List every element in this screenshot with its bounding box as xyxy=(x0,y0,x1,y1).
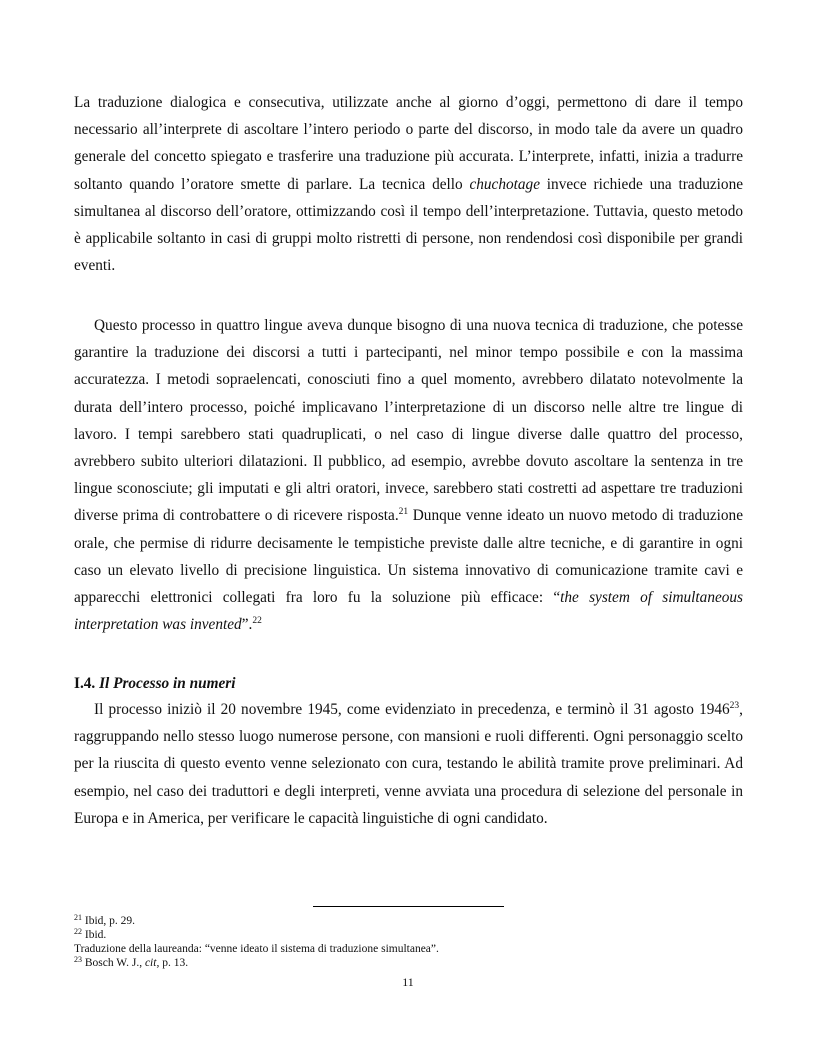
footnote-21 xyxy=(74,914,743,928)
footnote-ref-21[interactable]: 21 xyxy=(398,507,409,518)
paragraph-1-text: La traduzione dialogica e consecutiva, utilizzate anche al giorno d’oggi, permettono di dare il tempo necessario all’interprete di ascoltare l’intero periodo o parte del discorso, in modo tale da avere un quadro generale del concetto spiegato e trasferire una traduzione più accurata. L’interprete, infatti, inizia a tradurre soltanto quando l’oratore smette di parlare. La tecnica dello xyxy=(74,94,743,193)
footnote-22-text: Ibid. xyxy=(84,929,107,941)
paragraph-2 xyxy=(74,312,743,638)
paragraph-3-text-cont: , raggruppando nello stesso luogo numerose persone, con mansioni e ruoli differenti. Ogni personaggio scelto per la riuscita di questo evento venne selezionato con cura, testando le abilità tramite prove preliminari. Ad esempio, nel caso dei traduttori e degli interpreti, venne avviata una procedura di selezione del personale in Europa e in America, per verificare le capacità linguistiche di ogni candidato. xyxy=(74,701,743,827)
paragraph-2-text: Questo processo in quattro lingue aveva dunque bisogno di una nuova tecnica di traduzione, che potesse garantire la traduzione dei discorsi a tutti i partecipanti, nel minor tempo possibile e con la massima accuratezza. I metodi sopraelencati, conosciuti fino a quel momento, avrebbero dilatato notevolmente la durata dell’intero processo, poiché implicavano l’interpretazione di un discorso nelle altre tre lingue di lavoro. I tempi sarebbero stati quadruplicati, o nel caso di lingue diverse dalle quattro del processo, avrebbero subito ulteriori dilatazioni. Il pubblico, ad esempio, avrebbe dovuto ascoltare la sentenza in tre lingue sconosciute; gli imputati e gli altri oratori, invece, sarebbero stati costretti ad aspettare tre traduzioni diverse prima di controbattere o di ricevere risposta. xyxy=(74,317,743,525)
footnote-21-number: 21 xyxy=(74,913,82,922)
footnote-22-number: 22 xyxy=(74,927,82,936)
paragraph-3-text: Il processo iniziò il 20 novembre 1945, come evidenziato in precedenza, e terminò il 31 agosto 1946 xyxy=(94,701,730,718)
footnote-separator xyxy=(313,906,504,907)
footnote-23 xyxy=(74,956,743,970)
footnote-23-cit: cit, xyxy=(144,957,160,969)
quote-close: ”. xyxy=(241,616,253,634)
section-heading xyxy=(74,674,236,694)
footnote-23-author: Bosch W. J., xyxy=(84,957,143,969)
footnote-ref-22[interactable]: 22 xyxy=(252,616,262,627)
paragraph-1 xyxy=(74,89,743,279)
footnote-22-translation: Traduzione della laureanda: “venne ideato il sistema di traduzione simultanea”. xyxy=(74,943,439,955)
paragraph-3 xyxy=(74,696,743,832)
footnote-22 xyxy=(74,928,743,942)
footnotes xyxy=(74,914,743,970)
paragraph-1-text-cont: invece richiede una traduzione simultanea al discorso dell’oratore, ottimizzando così il tempo dell’interpretazione. Tuttavia, questo metodo è applicabile soltanto in casi di gruppi molto ristretti di persone, non rendendosi così disponibile per grandi eventi. xyxy=(74,175,744,275)
section-number: I.4. xyxy=(74,675,96,692)
footnote-ref-23[interactable]: 23 xyxy=(729,701,740,711)
paragraph-2-text-cont: Dunque venne ideato un nuovo metodo di traduzione orale, che permise di ridurre decisamente le tempistiche previste dalle altre tecniche, e di garantire in ogni caso un elevato livello di precisione linguistica. Un sistema innovativo di comunicazione tramite cavi e apparecchi elettronici collegati fra loro fu la soluzione più efficace: “ xyxy=(74,507,743,607)
chuchotage-term: chuchotage xyxy=(469,175,540,193)
footnote-23-number: 23 xyxy=(74,955,82,964)
quote-simultaneous-interpretation: the system of simultaneous interpretation was invented xyxy=(74,589,744,634)
footnote-23-page: p. 13. xyxy=(162,957,189,969)
page-number: 11 xyxy=(402,975,414,989)
footnote-21-text: Ibid, p. 29. xyxy=(84,915,136,927)
section-title: Il Processo in numeri xyxy=(99,675,236,692)
